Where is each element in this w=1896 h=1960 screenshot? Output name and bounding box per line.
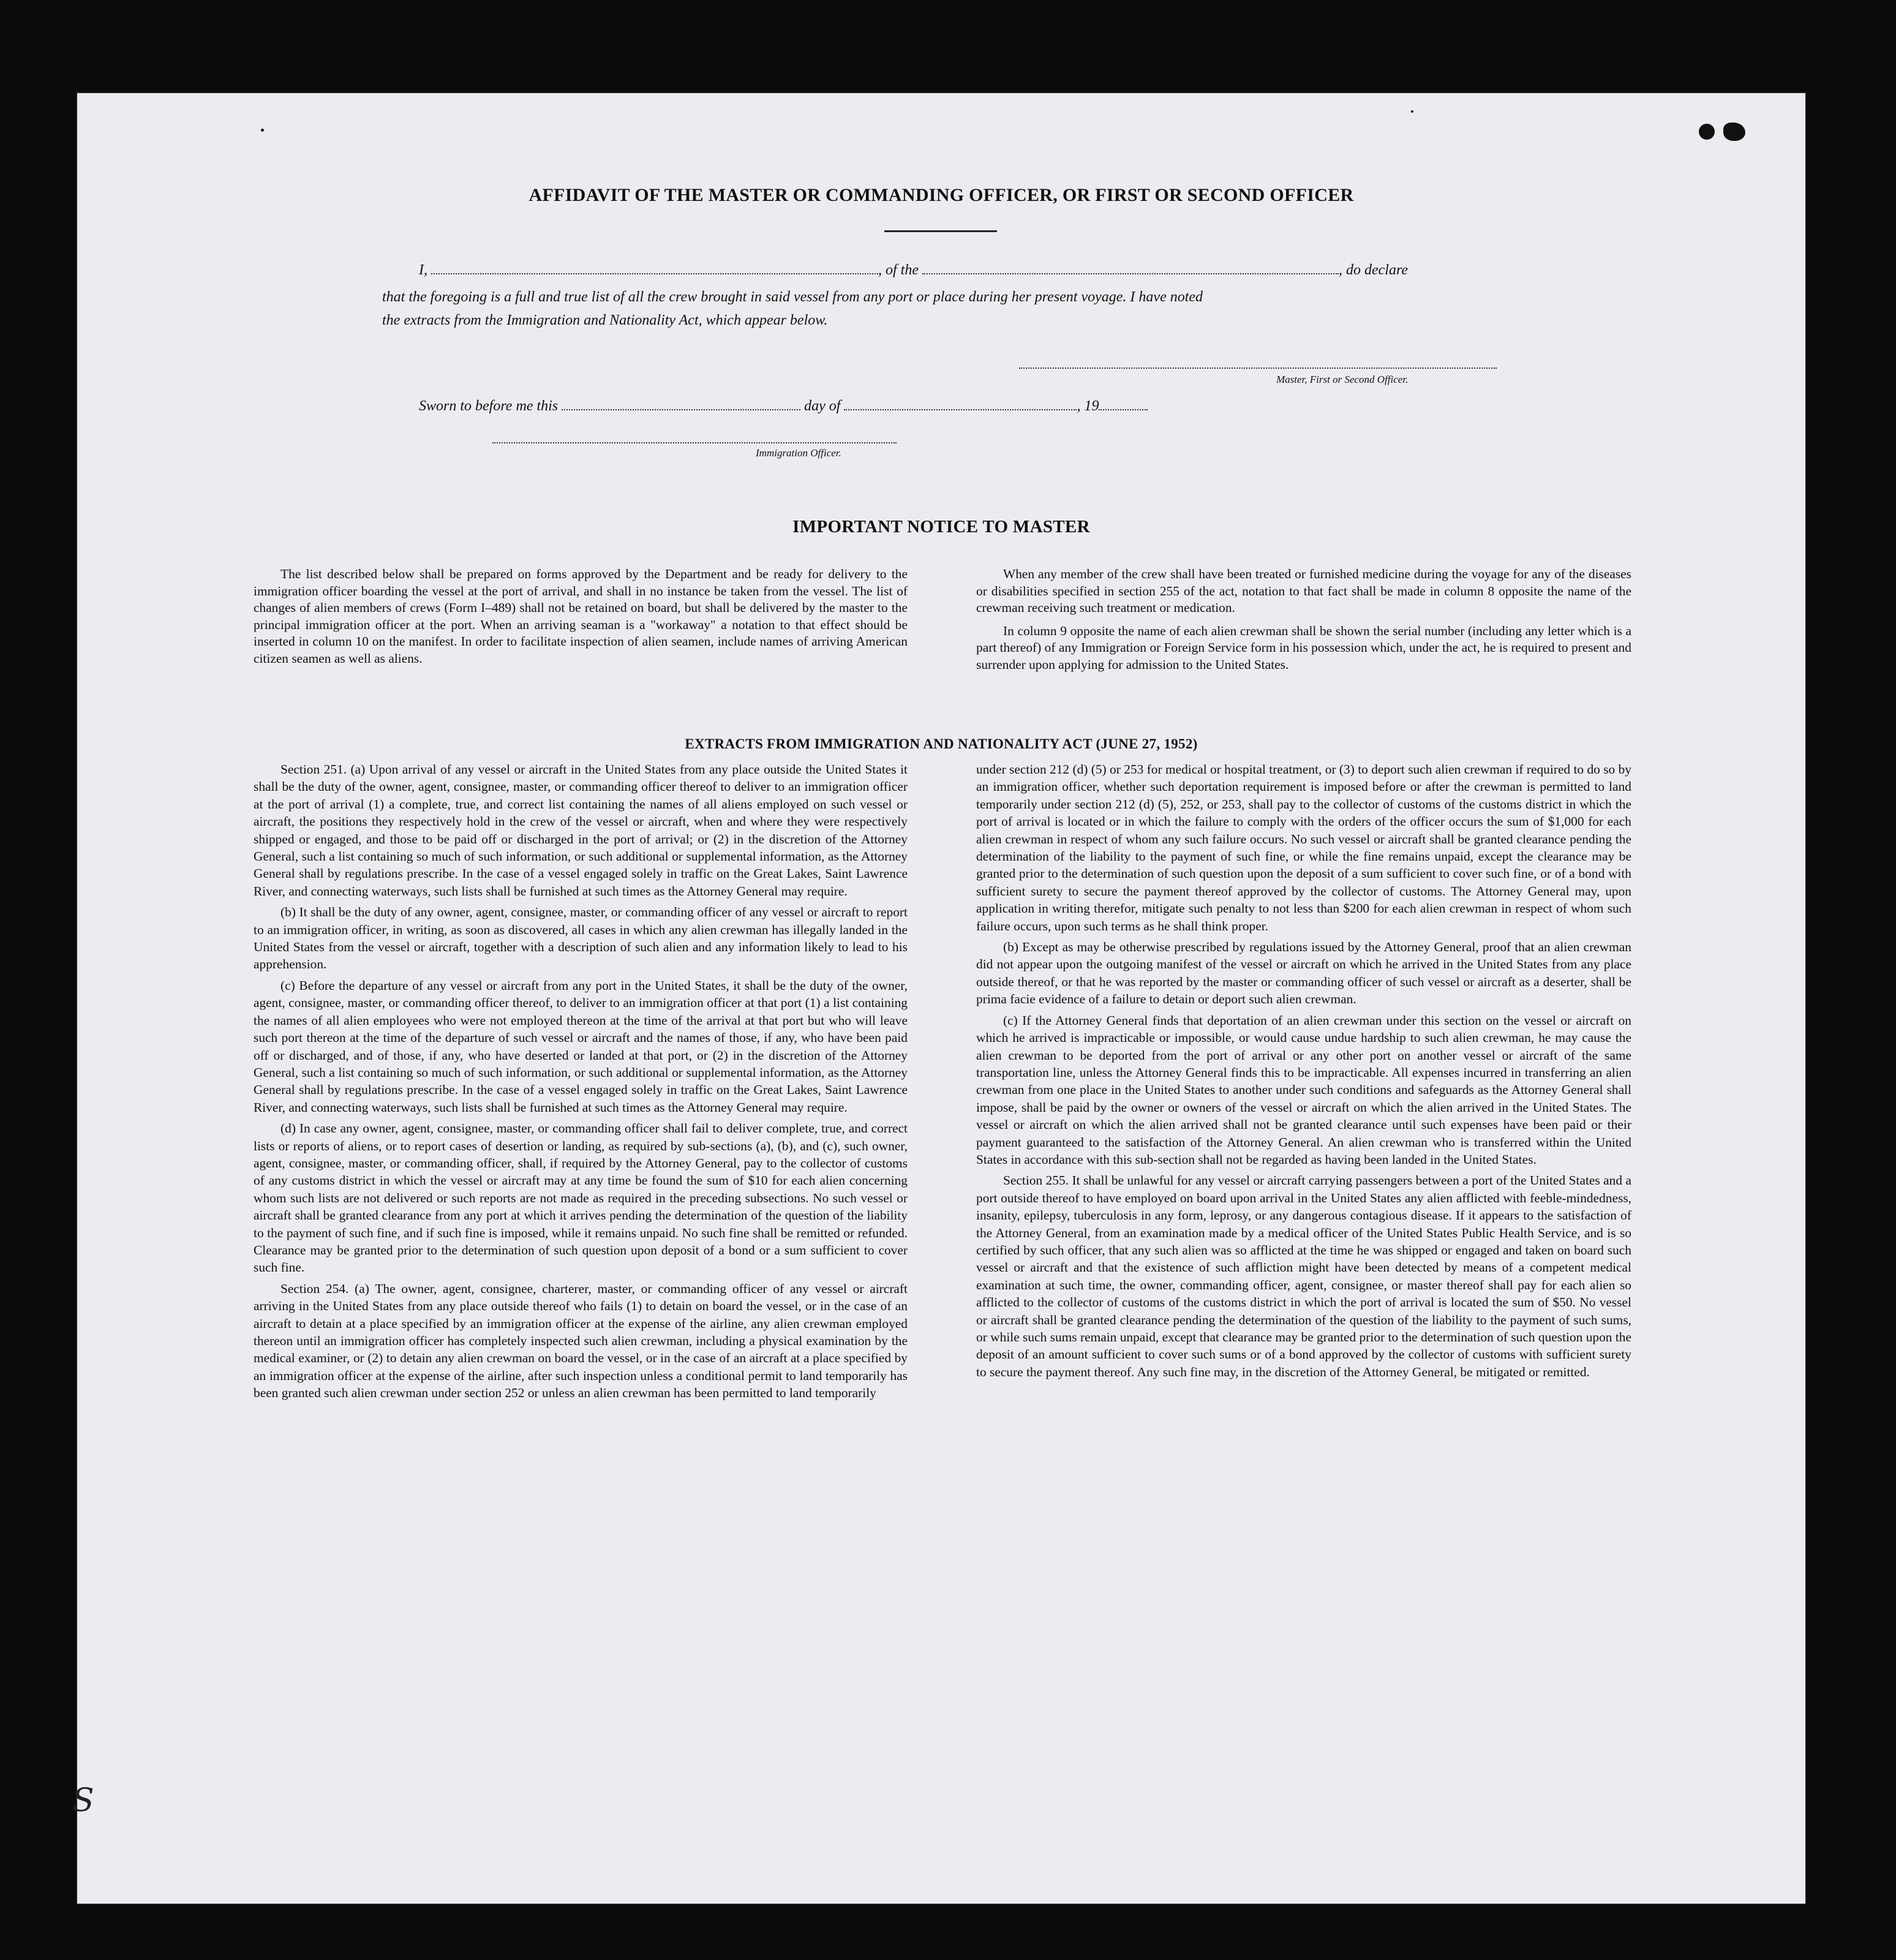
officer-signature-line — [492, 442, 897, 443]
title-underline — [884, 230, 997, 232]
section-251-d: (d) In case any owner, agent, consignee, master, or commanding officer shall fail to deliver complete, true, and correct lists or reports of aliens, or to report cases of desertion or landing, as required by sub-sections (a), (b), and (c), such owner, agent, consignee, master, or commanding officer, shall, if required by the Attorney General, pay to the collector of customs of any customs district in which the vessel or aircraft may at any time be found the sum of $10 for each alien concerning whom such lists are not delivered or such reports are not made as required in the preceding subsections. No such vessel or aircraft shall be granted clearance from any port at which it arrives pending the determination of the question of the liability to the payment of such fine, and if such fine is imposed, while it remains unpaid. No such fine shall be remitted or refunded. Clearance may be granted prior to the determination of such question upon deposit of a bond or a sum sufficient to cover such fine. — [254, 1121, 908, 1275]
section-254-a-continued: under section 212 (d) (5) or 253 for medical or hospital treatment, or (3) to deport such alien crewman if required to do so by an immigration officer, whether such deportation requirement is imposed before or after the crewman is permitted to land temporarily under section 212 (d) (5), 252, or 253, shall pay to the collector of customs of the customs district in which the port of arrival is located or in which the failure to comply with the orders of the officer occurs the sum of $1,000 for each alien crewman in respect of whom any such failure occurs. No such vessel or aircraft shall be granted clearance pending the determination of the liability to the payment of such fine, or while the fine remains unpaid, except the clearance may be granted prior to the determination of such question upon the deposit of a sum sufficient to cover such fine, or of a bond with sufficient surety to secure the payment thereof approved by the collector of customs. The Attorney General may, upon application in writing therefor, mitigate such penalty to not less than $200 for each alien crewman in respect of whom such failure occurs, upon such terms as he shall think proper. — [976, 762, 1631, 933]
day-blank — [562, 394, 800, 410]
notice-left-column — [254, 566, 908, 673]
affidavit-title: AFFIDAVIT OF THE MASTER OR COMMANDING OFFICER, OR FIRST OR SECOND OFFICER — [529, 185, 1354, 205]
extracts-title: EXTRACTS FROM IMMIGRATION AND NATIONALITY ACT (JUNE 27, 1952) — [685, 736, 1198, 752]
notice-right-paragraph-1: When any member of the crew shall have been treated or furnished medicine during the voyage for any of the diseases or disabilities specified in section 255 of the act, notation to that fact shall be made in column 8 opposite the name of the crewman receiving such treatment or medication. — [976, 567, 1631, 615]
section-254-a: Section 254. (a) The owner, agent, consignee, charterer, master, or commanding officer of any vessel or aircraft arriving in the United States from any place outside thereof who fails (1) to detain on board the vessel, or in the case of an aircraft to detain at a place specified by an immigration officer at the expense of the airline, any alien crewman employed thereon until an immigration officer has completely inspected such alien crewman, including a physical examination by the medical examiner, or (2) to detain any alien crewman on board the vessel, or in the case of an aircraft at a place specified by an immigration officer at the expense of the airline, after such inspection unless a conditional permit to land temporarily has been granted such alien crewman under section 252 or unless an alien crewman has been permitted to land temporarily — [254, 1281, 908, 1401]
notice-right-paragraph-2: In column 9 opposite the name of each alien crewman shall be shown the serial number (including any letter which is a part thereof) of any Immigration or Foreign Service form in his possession which, under the act, he is required to present and surrender upon applying for admission to the United States. — [976, 623, 1631, 672]
vessel-blank — [922, 258, 1339, 274]
day-of-label: day of — [804, 398, 841, 414]
sworn-line — [419, 394, 1148, 415]
sworn-label: Sworn to before me this — [419, 398, 559, 414]
master-signature-line — [1019, 368, 1497, 369]
name-blank — [431, 258, 878, 274]
of-the-label: , of the — [878, 262, 919, 278]
year-blank — [1099, 394, 1148, 410]
section-254-c: (c) If the Attorney General finds that deportation of an alien crewman under this section on the vessel or aircraft on which he arrived is impracticable or impossible, or would cause undue hardship to such alien crewman, he may cause the alien crewman to be deported from the port of arrival or any other port on another vessel or aircraft of the same transportation line, unless the Attorney General finds this to be impracticable. All expenses incurred in transferring an alien crewman from one place in the United States to another under such conditions and safeguards as the Attorney General shall impose, shall be paid by the owner or owners of the vessel or aircraft on which the alien arrived in the United States. The vessel or aircraft on which the alien arrived shall not be granted clearance until such expenses have been paid or their payment guaranteed to the satisfaction of the Attorney General. An alien crewman who is transferred within the United States in accordance with this sub-section shall not be regarded as having been landed in the United States. — [976, 1012, 1631, 1167]
extracts-right-column — [976, 761, 1631, 1384]
section-255: Section 255. It shall be unlawful for any vessel or aircraft carrying passengers between a port of the United States and a port outside thereof to have employed on board upon arrival in the United States any alien afflicted with feeble-mindedness, insanity, epilepsy, tuberculosis in any form, leprosy, or any dangerous contagious disease. If it appears to the satisfaction of the Attorney General, from an examination made by a medical officer of the United States Public Health Service, and is so certified by such officer, that any such alien was so afflicted at the time he was shipped or engaged and taken on board such vessel or aircraft and that the existence of such affliction might have been detected by means of a competent medical examination at such time, the owner, commanding officer, agent, consignee, or master thereof shall pay for each alien so afflicted to the collector of customs of the customs district in which the port of arrival is located the sum of $50. No vessel or aircraft shall be granted clearance pending the determination of the question of the liability to the payment of such sums, or while such sums remain unpaid, except that clearance may be granted prior to the determination of such question upon the deposit of an amount sufficient to cover such sums or of a bond approved by the collector of customs with sufficient surety to secure the payment thereof. Any such fine may, in the discretion of the Attorney General, be mitigated or remitted. — [976, 1173, 1631, 1379]
year-label: , 19 — [1077, 398, 1099, 414]
ink-spot — [1723, 123, 1745, 141]
do-declare-label: , do declare — [1339, 262, 1409, 278]
notice-title: IMPORTANT NOTICE TO MASTER — [792, 517, 1090, 537]
i-label: I, — [419, 262, 427, 278]
notice-left-paragraph: The list described below shall be prepared on forms approved by the Department and be ready for delivery to the immigration officer boarding the vessel at the port of arrival, and shall in no instance be taken from the vessel. The list of changes of alien members of crews (Form I–489) shall not be retained on board, but shall be delivered by the master to the principal immigration officer at the port. When an arriving seaman is a "workaway" a notation to that effect should be inserted in column 10 on the manifest. In order to facilitate inspection of alien seamen, include names of arriving American citizen seamen as well as aliens. — [254, 567, 908, 666]
section-251-c: (c) Before the departure of any vessel or aircraft from any port in the United States, it shall be the duty of the owner, agent, consignee, master, or commanding officer thereof, to deliver to an immigration officer at that port (1) a list containing the names of all alien employees who were not employed thereon at the time of the arrival at that port but who will leave such port thereon at the time of the departure of such vessel or aircraft and the names of those, if any, who have been paid off or discharged, and of those, if any, who have deserted or landed at that port, or (2) in the discretion of the Attorney General, such a list containing so much of such information, or such additional or supplemental information, as the Attorney General shall by regulations prescribe. In the case of a vessel engaged solely in traffic on the Great Lakes, Saint Lawrence River, and connecting waterways, such lists shall be furnished at such times as the Attorney General may require. — [254, 978, 908, 1115]
document-page — [72, 92, 1807, 1905]
ink-spot — [1699, 124, 1715, 140]
officer-caption: Immigration Officer. — [756, 447, 841, 459]
dust-speck — [261, 129, 264, 132]
section-254-b: (b) Except as may be otherwise prescribed by regulations issued by the Attorney General, proof that an alien crewman did not appear upon the outgoing manifest of the vessel or aircraft on which he arrived in the United States from any place outside thereof, or that he was reported by the master or commanding officer of such vessel or aircraft as a deserter, shall be prima facie evidence of a failure to detain or deport such alien crewman. — [976, 940, 1631, 1007]
statement-line-2: the extracts from the Immigration and Nationality Act, which appear below. — [382, 312, 828, 328]
month-blank — [844, 394, 1077, 410]
margin-handwritten-mark: S — [72, 1782, 94, 1819]
notice-right-column — [976, 566, 1631, 679]
declaration-line — [419, 258, 1570, 279]
master-caption: Master, First or Second Officer. — [1276, 374, 1409, 385]
dust-speck — [1411, 110, 1413, 113]
extracts-left-column — [254, 761, 908, 1406]
section-251-b: (b) It shall be the duty of any owner, agent, consignee, master, or commanding officer of any vessel or aircraft to report to an immigration officer, in writing, as soon as discovered, all cases in which any alien crewman has illegally landed in the United States from the vessel or aircraft, together with a description of such alien and any information likely to lead to his apprehension. — [254, 905, 908, 972]
statement-line-1: that the foregoing is a full and true list of all the crew brought in said vessel from any port or place during her present voyage. I have noted — [382, 289, 1203, 305]
section-251-a: Section 251. (a) Upon arrival of any vessel or aircraft in the United States from any place outside the United States it shall be the duty of the owner, agent, consignee, master, or commanding officer thereof to deliver to an immigration officer at the port of arrival (1) a complete, true, and correct list containing the names of all aliens employed on such vessel or aircraft, the positions they respectively hold in the crew of the vessel or aircraft, when and where they were respectively shipped or engaged, and those to be paid off or discharged in the port of arrival; or (2) in the discretion of the Attorney General, such a list containing so much of such information, or such additional or supplemental information, as the Attorney General shall by regulations prescribe. In the case of a vessel engaged solely in traffic on the Great Lakes, Saint Lawrence River, and connecting waterways, such lists shall be furnished at such times as the Attorney General may require. — [254, 762, 908, 899]
